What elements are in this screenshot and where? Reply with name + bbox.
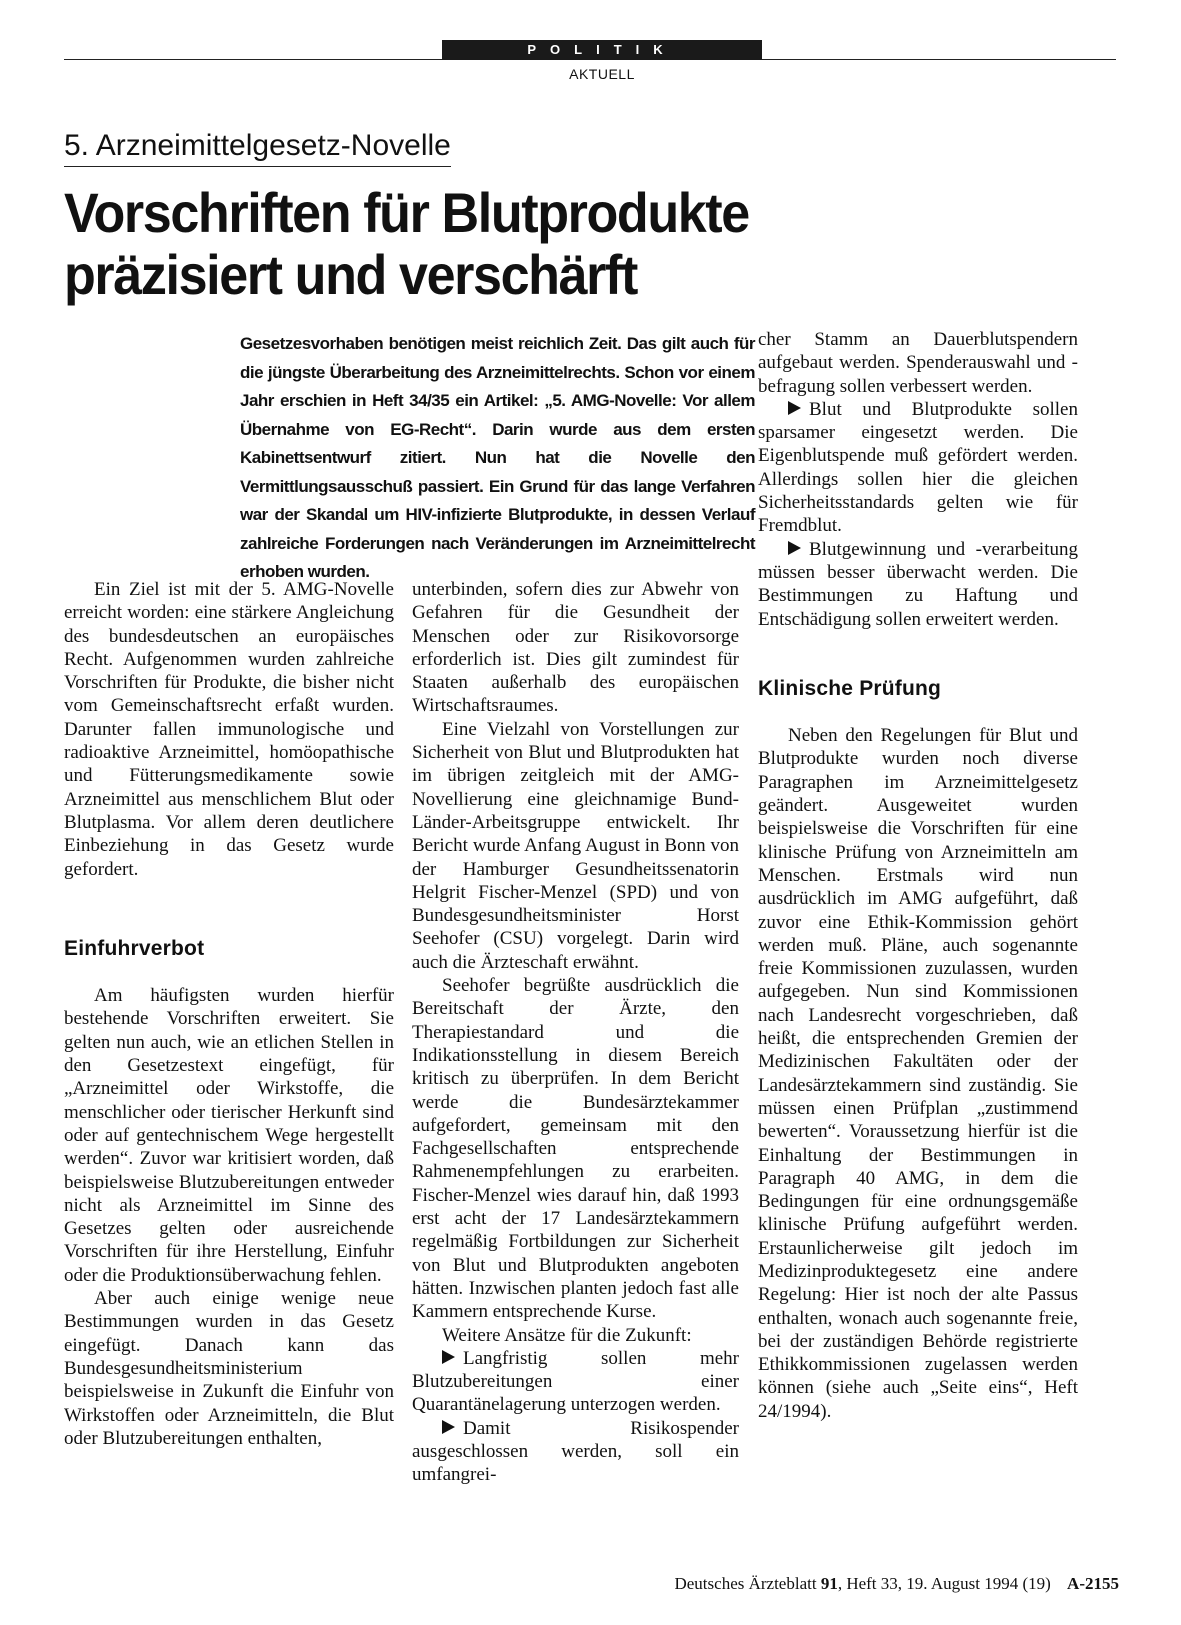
subheading-klinische-pruefung: Klinische Prüfung bbox=[758, 676, 942, 700]
paragraph: Eine Vielzahl von Vorstellungen zur Sicherheit von Blut und Blutprodukten hat im übrigen zeitgleich mit der AMG-Novellierung eine gleichnamige Bund-Länder-Arbeitsgruppe entwickelt. Ihr Bericht wurde Anfang August in Bonn von der Hamburger Gesundheitssenatorin Helgrit Fischer-Menzel (SPD) und von Bundesgesundheitsminister Horst Seehofer (CSU) vorgelegt. Darin wird auch die Ärzteschaft erwähnt. bbox=[412, 718, 739, 973]
paragraph: Weitere Ansätze für die Zukunft: bbox=[442, 1324, 692, 1346]
column-3 bbox=[758, 328, 1078, 1423]
page-number: A-2155 bbox=[1067, 1574, 1119, 1593]
subsection-label: AKTUELL bbox=[569, 66, 635, 82]
paragraph: cher Stamm an Dauerblutspendern aufgebaut werden. Spenderauswahl und -befragung sollen verbessert werden. bbox=[758, 329, 1078, 397]
issue-info: , Heft 33, 19. August 1994 (19) bbox=[837, 1574, 1051, 1593]
column-2 bbox=[412, 578, 739, 1487]
paragraph: unterbinden, sofern dies zur Abwehr von Gefahren für die Gesundheit der Menschen oder zur Risikovorsorge erforderlich ist. Dies gilt zumindest für Staaten außerhalb des europäischen Wirtschaftsraumes. bbox=[412, 579, 739, 717]
bullet-item: Blutgewinnung und -verarbeitung müssen besser überwacht werden. Die Bestimmungen zu Haftung und Entschädigung sollen erweitert werden. bbox=[758, 538, 1078, 630]
article-kicker: 5. Arzneimittelgesetz-Novelle bbox=[64, 128, 451, 167]
paragraph: Neben den Regelungen für Blut und Blutprodukte wurden noch diverse Paragraphen im Arzneimittelgesetz geändert. Ausgeweitet wurden beispielsweise die Vorschriften für eine klinische Prüfung von Arzneimitteln am Menschen. Erstmals wird nun ausdrücklich im AMG aufgeführt, daß zuvor eine Ethik-Kommission gehört werden muß. Pläne, auch sogenannte freie Kommissionen zuzulassen, wurden aufgegeben. Nun sind Kommissionen nach Landesrecht vorgeschrieben, daß heißt, die entsprechenden Gremien der Medizinischen Fakultäten oder der Landesärztekammern sind zuständig. Sie müssen einen Prüfplan „zustimmend bewerten“. Voraussetzung hierfür ist die Einhaltung der Bestimmungen in Paragraph 40 AMG, in dem die Bedingungen für eine ordnungsgemäße klinische Prüfung aufgeführt werden. Erstaunlicherweise gilt jedoch im Medizinproduktegesetz eine andere Regelung: Hier ist noch der alte Passus enthalten, wonach auch sogenannte freie, bei der zuständigen Behörde registrierte Ethikkommissionen zugelassen werden können (siehe auch „Seite eins“, Heft 24/1994). bbox=[758, 725, 1078, 1422]
triangle-bullet-icon bbox=[788, 401, 801, 415]
headline-line-2: präzisiert und verschärft bbox=[64, 243, 637, 306]
article-headline bbox=[64, 182, 1031, 306]
article-lead: Gesetzesvorhaben benötigen meist reichlich Zeit. Das gilt auch für die jüngste Überarbeitung des Arzneimittelrechts. Schon vor einem Jahr erschien in Heft 34/35 ein Artikel: „5. AMG-Novelle: Vor allem Übernahme von EG-Recht“. Darin wurde aus dem ersten Kabinettsentwurf zitiert. Nun hat die Novelle den Vermittlungsausschuß passiert. Ein Grund für das lange Verfahren war der Skandal um HIV-infizierte Blutprodukte, in dessen Verlauf zahlreiche Forderungen nach Veränderungen im Arzneimittelrecht erhoben wurden. bbox=[240, 334, 755, 581]
paragraph: Ein Ziel ist mit der 5. AMG-Novelle erreicht worden: eine stärkere Angleichung des bundesdeutschen an europäisches Recht. Aufgenommen wurden zahlreiche Vorschriften für Produkte, die bisher nicht vom Gemeinschaftsrecht erfaßt wurden. Darunter fallen immunologische und radioaktive Arzneimittel, homöopathische und Fütterungsmedikamente sowie Arzneimittel aus menschlichem Blut oder Blutplasma. Vor allem deren deutlichere Einbeziehung in das Gesetz wurde gefordert. bbox=[64, 579, 394, 880]
page-footer bbox=[674, 1574, 1119, 1594]
triangle-bullet-icon bbox=[442, 1350, 455, 1364]
journal-volume: 91 bbox=[820, 1574, 838, 1593]
paragraph: Aber auch einige wenige neue Bestimmungen wurden in das Gesetz eingefügt. Danach kann das Bundesgesundheitsministerium beispielsweise in Zukunft die Einfuhr von Wirkstoffen oder Arzneimitteln, die Blut oder Blutzubereitungen enthalten, bbox=[64, 1288, 394, 1449]
section-label: POLITIK bbox=[442, 40, 762, 60]
bullet-item: Damit Risikospender ausgeschlossen werden, soll ein umfangrei- bbox=[412, 1417, 739, 1486]
bullet-item: Langfristig sollen mehr Blutzubereitungen einer Quarantänelagerung unterzogen werden. bbox=[412, 1347, 739, 1416]
paragraph: Am häufigsten wurden hierfür bestehende Vorschriften erweitert. Sie gelten nun auch, wie an etlichen Stellen in den Gesetzestext eingefügt, für „Arzneimittel oder Wirkstoffe, die menschlicher oder tierischer Herkunft sind oder auf gentechnischem Wege hergestellt werden“. Zuvor war kritisiert worden, daß beispielsweise Blutzubereitungen entweder nicht als Arzneimittel im Sinne des Gesetzes gelten oder ausreichende Vorschriften für ihre Herstellung, Einfuhr oder die Produktionsüberwachung fehlen. bbox=[64, 985, 394, 1286]
triangle-bullet-icon bbox=[442, 1420, 455, 1434]
bullet-item: Blut und Blutprodukte sollen sparsamer eingesetzt werden. Die Eigenblutspende muß gefördert werden. Allerdings sollen hier die gleichen Sicherheitsstandards gelten wie für Fremdblut. bbox=[758, 398, 1078, 537]
subheading-einfuhrverbot: Einfuhrverbot bbox=[64, 936, 205, 960]
column-1 bbox=[64, 578, 394, 1450]
headline-line-1: Vorschriften für Blutprodukte bbox=[64, 181, 749, 244]
triangle-bullet-icon bbox=[788, 541, 801, 555]
journal-name: Deutsches Ärzteblatt bbox=[674, 1574, 817, 1593]
paragraph: Seehofer begrüßte ausdrücklich die Bereitschaft der Ärzte, den Therapiestandard und die Indikationsstellung in diesem Bereich kritisch zu überprüfen. In dem Bericht werde die Bundesärztekammer aufgefordert, gemeinsam mit den Fachgesellschaften entsprechende Rahmenempfehlungen zu erarbeiten. Fischer-Menzel wies darauf hin, daß 1993 erst acht der 17 Landesärztekammern regelmäßig Fortbildungen zur Sicherheit von Blut und Blutprodukten angeboten hätten. Inzwischen planten jedoch fast alle Kammern entsprechende Kurse. bbox=[412, 975, 739, 1323]
